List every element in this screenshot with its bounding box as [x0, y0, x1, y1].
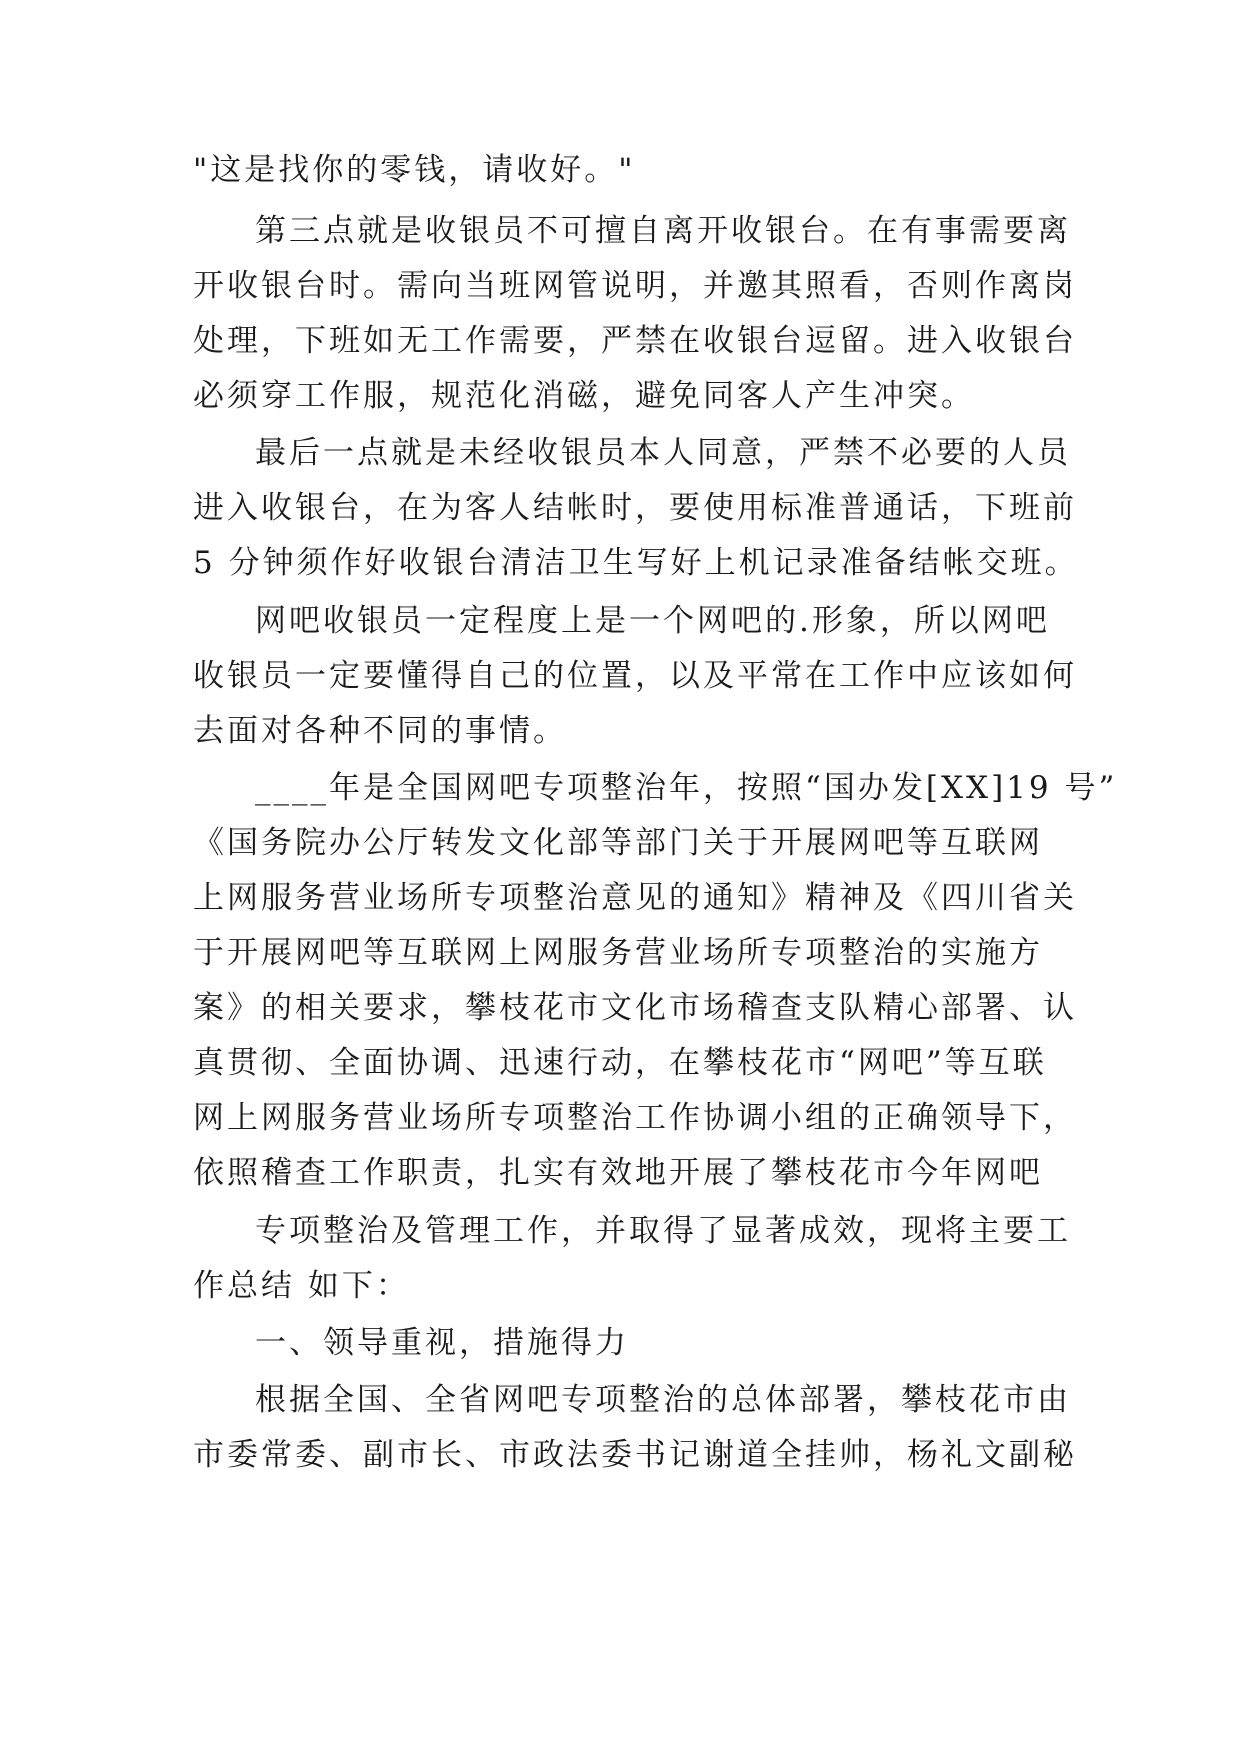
paragraph-start-line: 网吧收银员一定程度上是一个网吧的.形象，所以网吧 — [255, 603, 1050, 639]
text-line: 网上网服务营业场所专项整治工作协调小组的正确领导下， — [193, 1100, 1077, 1136]
paragraph-start-line: 最后一点就是未经收银员本人同意，严禁不必要的人员 — [255, 435, 1071, 471]
text-line: 进入收银台，在为客人结帐时，要使用标准普通话，下班前 — [193, 490, 1077, 526]
text-line: 5 分钟须作好收银台清洁卫生写好上机记录准备结帐交班。 — [193, 545, 1079, 581]
paragraph-start-line: ____年是全国网吧专项整治年，按照“国办发[XX]19 号” — [255, 770, 1118, 806]
text-line: 案》的相关要求，攀枝花市文化市场稽查支队精心部署、认 — [193, 990, 1077, 1026]
text-line: 真贯彻、全面协调、迅速行动，在攀枝花市“网吧”等互联 — [193, 1045, 1047, 1081]
text-line: 必须穿工作服，规范化消磁，避免同客人产生冲突。 — [193, 378, 975, 414]
text-line: 依照稽查工作职责，扎实有效地开展了攀枝花市今年网吧 — [193, 1155, 1043, 1191]
section-heading: 一、领导重视，措施得力 — [255, 1325, 629, 1361]
paragraph-start-line: 第三点就是收银员不可擅自离开收银台。在有事需要离 — [255, 213, 1071, 249]
text-line: "这是找你的零钱，请收好。" — [193, 152, 636, 188]
text-line: 去面对各种不同的事情。 — [193, 713, 567, 749]
text-line: 上网服务营业场所专项整治意见的通知》精神及《四川省关 — [193, 880, 1077, 916]
text-line: 市委常委、副市长、市政法委书记谢道全挂帅，杨礼文副秘 — [193, 1437, 1077, 1473]
paragraph-start-line: 专项整治及管理工作，并取得了显著成效，现将主要工 — [255, 1213, 1071, 1249]
text-line: 《国务院办公厅转发文化部等部门关于开展网吧等互联网 — [193, 825, 1043, 861]
text-line: 作总结 如下： — [193, 1268, 410, 1304]
text-line: 开收银台时。需向当班网管说明，并邀其照看，否则作离岗 — [193, 268, 1077, 304]
paragraph-start-line: 根据全国、全省网吧专项整治的总体部署，攀枝花市由 — [255, 1382, 1071, 1418]
text-line: 收银员一定要懂得自己的位置，以及平常在工作中应该如何 — [193, 658, 1077, 694]
text-line: 处理，下班如无工作需要，严禁在收银台逗留。进入收银台 — [193, 323, 1077, 359]
text-line: 于开展网吧等互联网上网服务营业场所专项整治的实施方 — [193, 935, 1043, 971]
